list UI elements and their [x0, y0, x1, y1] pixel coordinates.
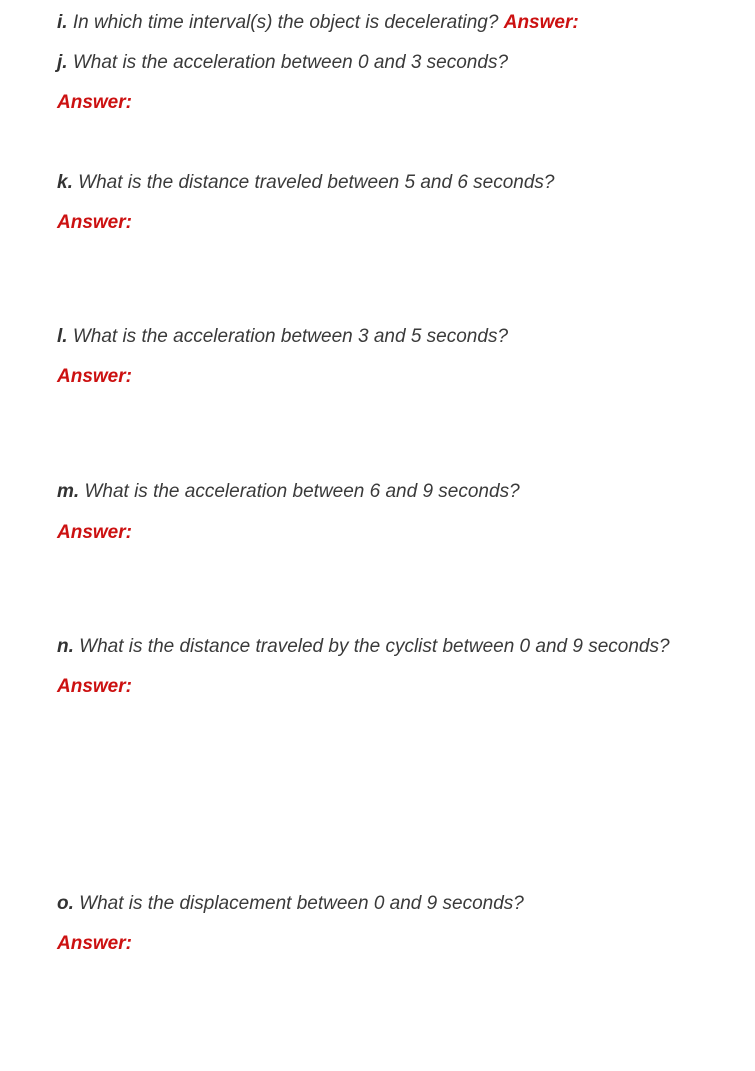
answer-label: Answer:: [503, 12, 579, 33]
answer-label-l: Answer:: [57, 366, 132, 387]
answer-label-k: Answer:: [57, 212, 132, 233]
answer-label-j: Answer:: [57, 92, 132, 113]
answer-label-m: Answer:: [57, 522, 132, 543]
question-letter: l.: [57, 326, 68, 347]
question-letter: j.: [57, 52, 68, 73]
question-n: [57, 635, 670, 659]
question-m: [57, 480, 520, 504]
answer-label-n: Answer:: [57, 676, 132, 697]
question-j: [57, 51, 508, 75]
question-text: In which time interval(s) the object is decelerating?: [67, 12, 504, 33]
question-i: [57, 11, 579, 35]
question-o: [57, 892, 524, 916]
question-l: [57, 325, 508, 349]
question-text: What is the acceleration between 6 and 9 seconds?: [79, 481, 520, 502]
question-text: What is the distance traveled by the cyclist between 0 and 9 seconds?: [73, 636, 670, 657]
question-letter: n.: [57, 636, 74, 657]
question-text: What is the acceleration between 3 and 5 seconds?: [67, 326, 509, 347]
question-letter: o.: [57, 893, 74, 914]
question-letter: i.: [57, 12, 68, 33]
question-k: [57, 171, 555, 195]
answer-label-o: Answer:: [57, 933, 132, 954]
question-letter: m.: [57, 481, 80, 502]
question-letter: k.: [57, 172, 73, 193]
question-text: What is the distance traveled between 5 and 6 seconds?: [72, 172, 555, 193]
question-text: What is the acceleration between 0 and 3 seconds?: [67, 52, 509, 73]
question-text: What is the displacement between 0 and 9 seconds?: [73, 893, 524, 914]
